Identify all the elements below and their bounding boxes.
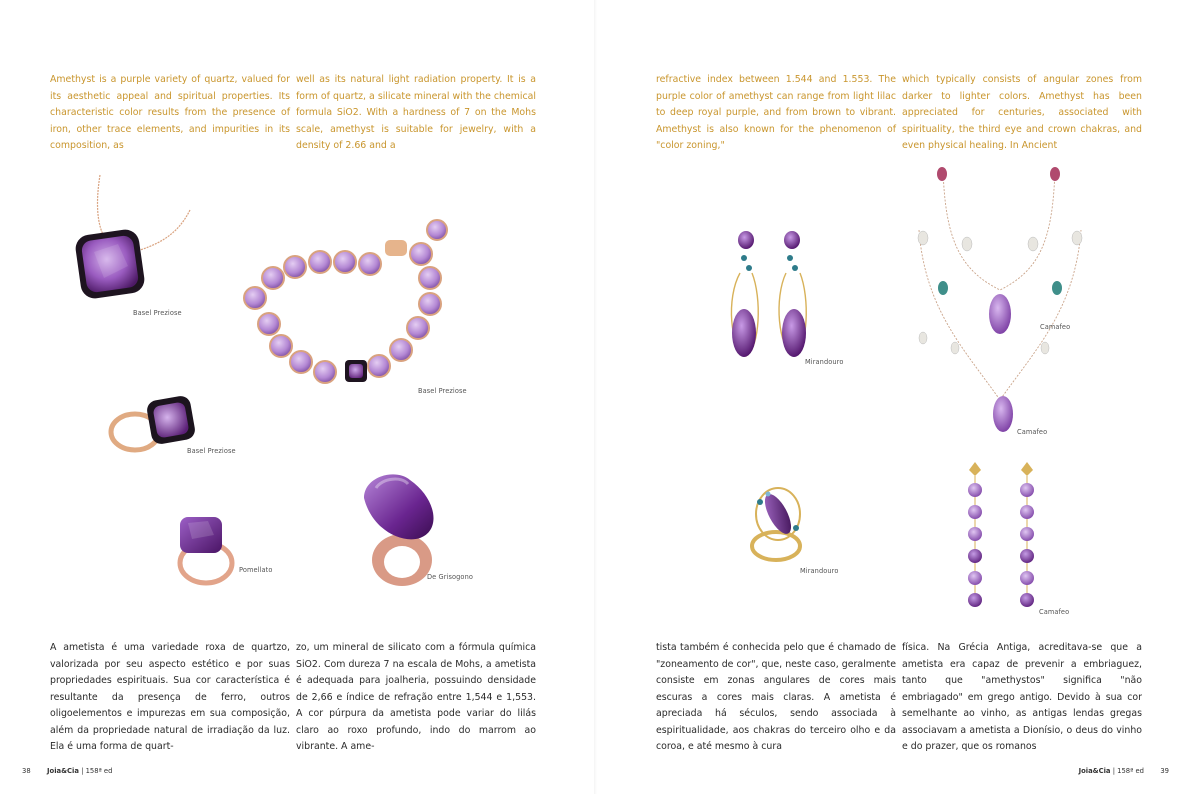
english-column-2: well as its natural light radiation property. It is a form of quartz, a silicate mineral with the chemical formula SiO2. With a hardness of 7 on the Mohs scale, amethyst is suitable for jewelry, with a density of 2.66 and a [296,74,536,151]
english-column-4: which typically consists of angular zones from darker to lighter colors. Amethyst has been appreciated for centuries, associated with spirituality, the third eye and crown chakras, and even physical healing. In Ancient [902,74,1142,151]
magazine-name-left: Joia&Cia [47,767,79,775]
amethyst-marquise-ring-image [738,482,818,567]
caption-bracelet: Basel Preziose [418,387,467,395]
portuguese-column-4: física. Na Grécia Antiga, acreditava-se que a ametista era capaz de prevenir a embriaguez, tanto que "amethystos" significa "não embriagado" em grego antigo. Devido à sua cor semelhante ao vinho, as antigas lendas gregas associavam a ametista a Dionísio, o deus do vinho e do prazer, que os romanos [902,642,1142,752]
amethyst-pomellato-ring-image [168,505,248,590]
issue-right: 158ª ed [1117,767,1144,775]
caption-pomellato-ring: Pomellato [239,566,273,574]
portuguese-column-2: zo, um mineral de silicato com a fórmula química SiO2. Com dureza 7 na escala de Mohs, a ametista é adequada para joalheria, possuindo densidade de 2,66 e índice de refração entre 1,544 e 1,553. A cor púrpura da ametista pode variar do lilás claro ao roxo profundo, indo do marrom ao vibrante. A ame- [296,642,536,752]
caption-grisogono-ring: De Grisogono [427,573,473,581]
amethyst-drop-earrings-image [722,228,822,373]
caption-long-earrings: Camafeo [1039,608,1070,616]
amethyst-bracelet-image [225,190,425,400]
footer-separator-left: | [81,767,84,775]
portuguese-column-3: tista também é conhecida pelo que é chamado de "zoneamento de cor", que, neste caso, geralmente consiste em zonas angulares de cores mais escuras a cores mais claras. A ametista é apreciada há séculos, sendo associada à espiritualidade, aos chakras do terceiro olho e da coroa, e até mesmo à cura [656,642,896,752]
portuguese-column-1: A ametista é uma variedade roxa de quartzo, valorizada por seu aspecto estético e por suas propriedades espirituais. Sua cor característica é resultante da presença de ferro, outros oligoelementos e impurezas em sua composição, além da propriedade natural de irradiação da luz. Ela é uma forma de quart- [50,642,290,752]
caption-drop-earrings: Mirandouro [805,358,844,366]
caption-necklace-upper: Camafeo [1040,323,1071,331]
amethyst-necklace-image [905,160,1095,440]
page-gutter [594,0,597,794]
footer-left [22,767,112,775]
amethyst-long-earrings-image [955,460,1050,610]
english-column-1: Amethyst is a purple variety of quartz, valued for its aesthetic appeal and spiritual properties. Its characteristic color results from the presence of iron, other trace elements, and impurities in its composition, as [50,74,290,151]
page-number-left: 38 [22,767,31,775]
caption-square-ring: Basel Preziose [187,447,236,455]
english-column-3: refractive index between 1.544 and 1.553. The purple color of amethyst can range from light lilac to deep royal purple, and from brown to vibrant. Amethyst is also known for the phenomenon of "color zoning," [656,74,896,151]
caption-necklace-lower: Camafeo [1017,428,1048,436]
issue-left: 158ª ed [85,767,113,775]
magazine-name-right: Joia&Cia [1078,767,1111,775]
amethyst-square-ring-image [105,390,200,460]
caption-pendant: Basel Preziose [133,309,182,317]
caption-marquise-ring: Mirandouro [800,567,839,575]
footer-right [1079,767,1169,775]
footer-separator-right: | [1112,767,1115,775]
amethyst-pendant-image [60,170,210,320]
page-number-right: 39 [1160,767,1169,775]
